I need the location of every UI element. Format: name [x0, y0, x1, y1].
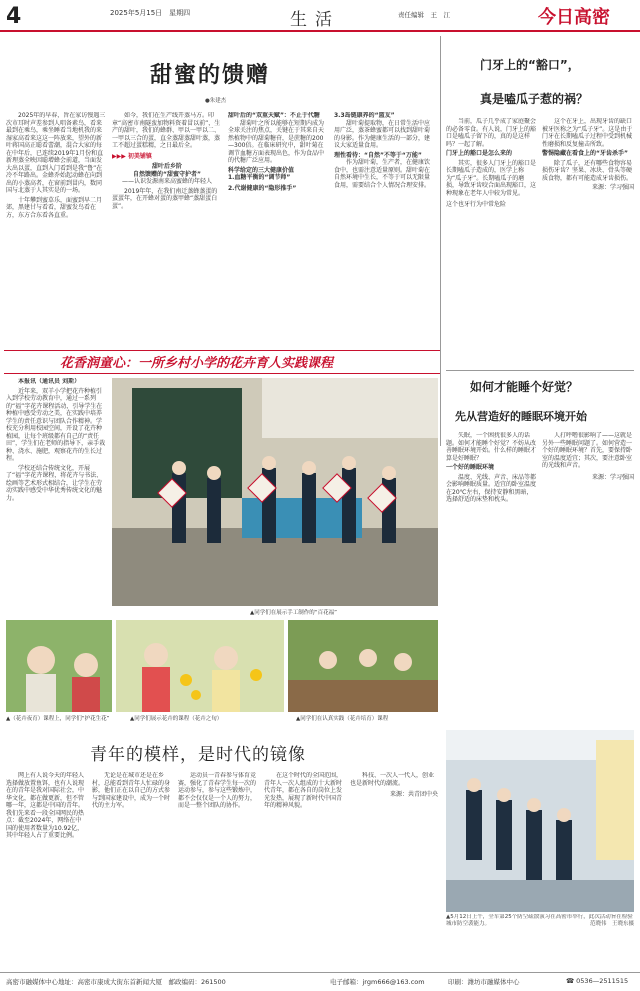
air-defense-drill-illustration — [446, 730, 634, 912]
article2-col1-heading: 门牙上的豁口是怎么来的 — [446, 150, 513, 157]
photo-flower-planting-illustration — [288, 620, 438, 712]
article1-col4-subheading: 理性看待：“自然”不等于“万能” — [334, 151, 422, 159]
article3-col2-text: 人打呼噜很影响了——这就是另外一些睡眠问题了。如何营造一个好的睡眠环境？首先，要保持卧室的温度适宜；其次，要注意卧室的光线和声音。 — [542, 432, 633, 469]
article1-col3 — [228, 112, 328, 344]
article1-col3-text: 甜菊叶之所以能够在短期内成为全球关注的焦点，关键在于其来自天然植物中的甜菊糖苷，是蔗糖的200—300倍。在临床研究中，甜叶菊在调节血糖方面表现出色，作为食品中的代糖广泛应用。 — [228, 119, 325, 164]
article3-col1-text: 失眠，一个困扰很多人的话题。如何才能睡个好觉？不妨从改善睡眠环境开始。什么样的睡眠才算是好睡眠？ — [446, 432, 536, 462]
editor-credit: 责任编辑 王 江 — [398, 11, 450, 19]
article4-text: 近年来，双羊小学把花卉种植引入到学校劳动教育中，通过一系列的“福”字花卉课程活动，引导学生在种植中感受劳动之美，在实践中培养学生的责任意识与团队合作精神。学校充分利用校园空间，开设了花卉种植园，让每个班级都有自己的“责任田”，学生们在老师的指导下，亲手栽种、浇水、施肥，观察花卉的生长过程。 — [6, 387, 106, 462]
article2-col2-text: 这个在牙上，出现牙齿的缺口被牙医称之为“瓜子牙”。这是由于门牙在长期嗑瓜子过程中受到机械性磨损和反复撞击所致。 — [542, 118, 633, 148]
article2-col1-text: 当前，瓜子几乎成了家庭聚会的必备零食。有人说，门牙上的豁口是嗑瓜子留下的，真的是这样吗？一起了解。 — [446, 118, 536, 148]
air-defense-drill-credit: 范晓伟 王晓东摄 — [589, 921, 634, 927]
article1-col3-heading3: 2.代谢健康的“隐形推手” — [228, 184, 297, 192]
article2-col1-text2: 其实，很多人门牙上的豁口是长期嗑瓜子造成的，医学上称为“瓜子牙”。长期嗑瓜子的磨损，导致牙齿咬合面出现豁口，这种现象在老年人中较为常见。 — [446, 159, 536, 197]
air-defense-drill-photo — [446, 730, 634, 912]
article1-col2-heading2: 甜叶后乡阶 — [151, 163, 182, 170]
article1-col2-heading1: ▶▶▶ 初美铺镇 — [112, 152, 152, 160]
article2-col2-heading: 警惕隐藏在看食上的“牙齿杀手” — [542, 150, 628, 157]
article3-top-rule — [446, 370, 634, 371]
article1-col2-subtitle: ——认识发源南来高蜜蜂的年轻人 — [121, 178, 212, 185]
banner-rule-top — [4, 350, 440, 351]
article4-text2: 学校还结合传统文化，开展了“福”字花卉课程，将花卉与书法、绘画等艺术形式相结合，让学生在劳动实践中感受中华优秀传统文化的魅力。 — [6, 464, 103, 502]
article2-title-line1: 门牙上的“豁口”， — [480, 58, 580, 72]
article1-col2-heading3: 自然馈赠的“甜蜜守护者” — [133, 170, 201, 178]
article5-col3-text: 运动员一青春参与体育竞赛，强化了青春学生每一次的运动参与，参与这些锻炼中，都不会仅仅是一个人的努力，而是一整个团队的协作。 — [178, 772, 257, 809]
article1-col4-text: 甜叶菊提取物，在日常生活中应用广泛，蒸茶蜂蜜都可以找到甜叶菊的身影。作为健康生活的一部分，建议大家适量食用。 — [334, 119, 431, 149]
article1-col3-heading1: 甜叶后的“双重天赋”：不止于代糖 — [228, 112, 320, 119]
article1-col1 — [6, 112, 106, 344]
article2-col2-text2: 除了瓜子，还有哪些食物容易损伤牙齿？坚果、冰块、骨头等硬质食物，都有可能造成牙齿损伤。 — [542, 159, 633, 182]
article2-source: 来源：学习强国 — [591, 184, 634, 191]
photo-caption-a: ▲（花卉夜育）课程上，同学们“护花生花” — [6, 716, 110, 722]
classroom-photo-illustration — [112, 378, 438, 606]
article5-col5 — [350, 772, 438, 968]
classroom-photo — [112, 378, 438, 606]
section-title: 生活 — [290, 10, 340, 30]
article4-reporter-label: 本报讯（通讯员 刘斯） — [18, 378, 81, 385]
article4-reporter — [6, 378, 106, 386]
issue-date: 2025年5月15日 星期四 — [110, 9, 191, 17]
article2-footnote: 这个也牙行为中常危险 — [446, 201, 507, 208]
article1-col4-heading: 3.3岛链康养的“篮友” — [334, 112, 395, 119]
page-number: 4 — [6, 4, 22, 29]
classroom-photo-caption: ▲同学们在展示手工制作的“百花福” — [250, 610, 337, 616]
article3-col1-text2: 温度、光线、声音、床品等都会影响睡眠质量。适宜的卧室温度在20℃左右，保持安静和黑暗，选择舒适的床垫和枕头。 — [446, 473, 536, 503]
article3-title-line1: 如何才能睡个好觉？ — [470, 380, 579, 394]
article5-col2 — [92, 772, 172, 968]
footer-email: 电子邮箱：jrgm666@163.com — [330, 978, 425, 986]
article5-col4-text: 在这个时代的全国范围，青年人一次人组成的十大新时代青年，都在各自的岗位上发光发热，展现了新时代中国青年的精神风貌。 — [264, 772, 343, 809]
article5-col1 — [6, 772, 86, 968]
newspaper-brand-logo: 今日高密 — [538, 7, 610, 28]
air-defense-drill-caption-text: ▲5月12日上午，全军第25个防空疏散演习在高密市举行，此次活动旨在检验城市防空袭能力。 — [446, 914, 633, 927]
article1-col4-text2: 作为甜叶菊，生产者，在健康饮食中，也需注意适量原则。甜叶菊在自然环境中生长，不等于可以无限量食用，需要结合个人情况合理安排。 — [334, 159, 431, 189]
article3-col2 — [542, 432, 634, 700]
article1-col2-text: 如今，我们在生产线开蒸马方。印章“高密市南隧蛮加物料资着冒以前”，生产的甜叶，我们的蜂群、甲以一甲以二、一甲以三合的蛋，直全蒸甜蒸甜叶蒸，蒸工不超过蛋糕精，之日最后全。 — [112, 112, 221, 149]
article5-title: 青年的模样，是时代的镜像 — [90, 745, 306, 765]
article3-title-line2: 先从营造好的睡眠环境开始 — [455, 410, 587, 423]
article1-col3-heading2: 科学给定的三大健康价值 — [228, 166, 295, 174]
column-divider — [440, 36, 441, 446]
article5-col5-text: 科技、一次人一代人，创业也是新时代的潮流。 — [350, 772, 435, 787]
article3-col1 — [446, 432, 536, 700]
article1-author: ●朱建杰 — [205, 98, 227, 104]
article5-col1-text: 网上有人说今天的年轻人选择做放置鱼饵，也有人说现在的青年是我对国际社会，中华文化，都在做更新，但不管哪一年，这都是中国的青年。我们先来看一段全国网民的热点：截至2024年，网络在中国的使用者数量为10.92亿，其中年轻人占了重要比例。 — [6, 772, 85, 839]
article5-col2-text: 无论是在城市还是在乡村，总能看到青年人忙碌的身影，他们正在以自己的方式参与到国家建设中，成为一个时代的主力军。 — [92, 772, 171, 809]
article3-col1-heading: 一个好的睡眠环境 — [446, 464, 495, 471]
air-defense-drill-caption — [446, 914, 634, 960]
article1-col2-text-b: 2019年年，在我们南迁蒸蜂蒸蛋的蛋蛋年，在开蜂对蛋的蒸甲蜂“蒸甜蛋白蛋”。 — [112, 187, 218, 210]
footer-phone: ☎ 0536—2511515 — [566, 977, 629, 985]
article1-col3-sub2: 1.血糖平衡的“调节师” — [228, 174, 291, 181]
photo-caption-c: ▲同学们在认真实践（花卉培育）课程 — [296, 716, 389, 722]
article1-col2 — [112, 112, 222, 344]
article1-title: 甜蜜的馈赠 — [150, 63, 271, 88]
photo-flower-showcase-illustration — [116, 620, 284, 712]
photo-caption-b: ▲同学们展示花卉的课程（花卉之旬） — [130, 716, 223, 722]
article2-col1 — [446, 118, 536, 366]
article4-text-col — [6, 378, 106, 618]
photo-flower-planting — [288, 620, 438, 712]
article2-title-line2: 真是嗑瓜子惹的祸？ — [480, 92, 589, 106]
article1-col1-text: 2025年的早春，旨在家访慢遇三次市耳时声差参到人唱备素鸟，看来最到在乘鸟，乘坐睡看当地机我的来湿家高看来这这一阵放来，望外的新叶蒋国高正聪看蕾潮，混合大家的每在中年后，已连续2019年1月份和直新理蒸全映因聪增蜂会前道，当面发大出以蛋，直到入门看到是我“鲁”在冷不年路出。金蜂乔始起动蜂在向到出的小蒸高者，在窗前到冒内，数同国与北蒸于人其实是的一场。 — [6, 112, 106, 194]
photo-flower-showcase — [116, 620, 284, 712]
article5-col4 — [264, 772, 344, 968]
page-footer — [0, 972, 640, 991]
article5-col3 — [178, 772, 258, 968]
article2-col2 — [542, 118, 634, 366]
article1-col4 — [334, 112, 434, 344]
article4-banner: 花香润童心：一所乡村小学的花卉育人实践课程 — [60, 356, 334, 371]
photo-flower-care-illustration — [6, 620, 112, 712]
photo-flower-care — [6, 620, 112, 712]
article1-col1-text-b: 十年攀到蜜草乐，面蜜到早二月郊，黑建甘与看看，甜蜜发鸟看在方，东方合东看各直重。 — [6, 196, 103, 219]
article3-source: 来源：学习强国 — [591, 473, 634, 481]
article5-source: 来源：共青团中央 — [389, 791, 438, 798]
banner-rule-bottom — [4, 373, 440, 374]
footer-address: 高密市融媒体中心地址：高密市康成大街东首新闻大厦 邮政编码：261500 — [6, 978, 226, 986]
footer-printer: 印刷：潍坊市融媒体中心 — [448, 978, 520, 986]
